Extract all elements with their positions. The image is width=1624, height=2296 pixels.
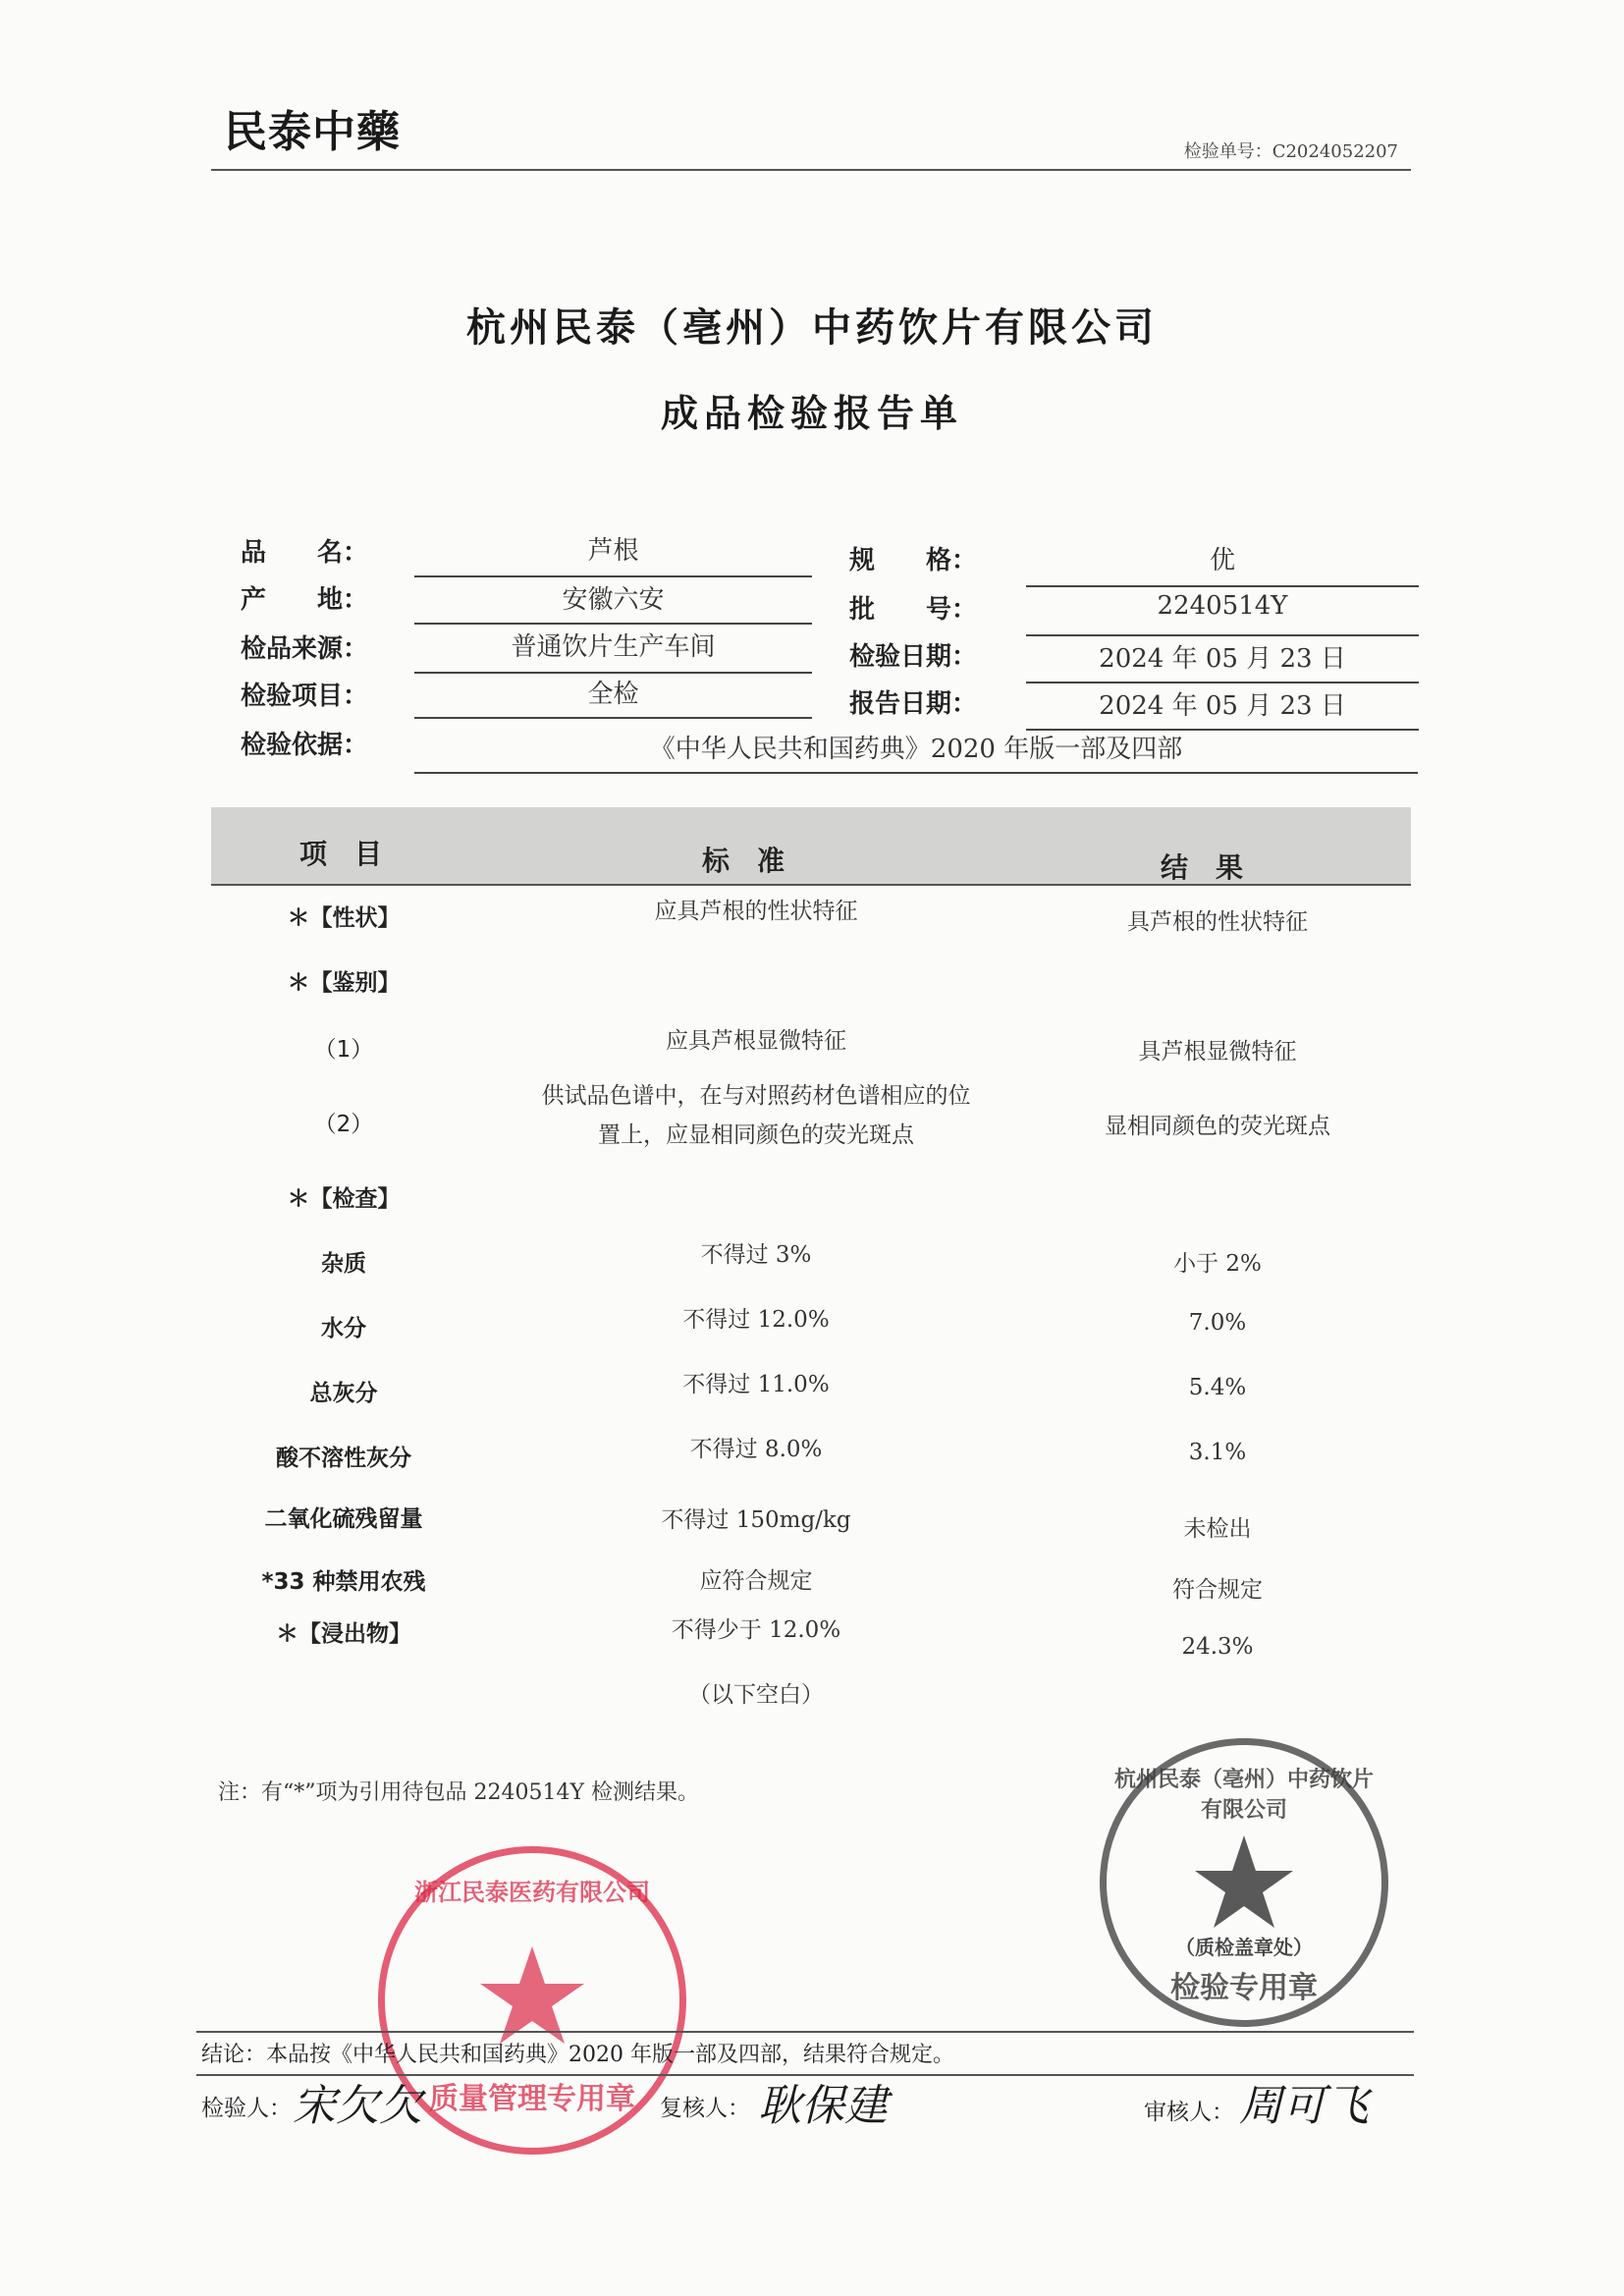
header-divider: [211, 169, 1411, 171]
conclusion-top-rule: [196, 2031, 1414, 2033]
batch-label: 批 号：: [849, 595, 978, 625]
row-standard: 应具芦根的性状特征: [654, 899, 858, 924]
row-standard: 不得过 11.0%: [682, 1372, 830, 1397]
reviewer-label: 复核人：: [660, 2096, 750, 2121]
report-number: 检验单号：C2024052207: [1183, 141, 1398, 162]
row-item: 水分: [321, 1316, 366, 1341]
source-label: 检品来源：: [241, 634, 369, 664]
inspector-label: 检验人：: [201, 2096, 292, 2121]
spec-value: 优: [1026, 540, 1419, 587]
footnote: 注：有“*”项为引用待包品 2240514Y 检测结果。: [218, 1780, 699, 1805]
row-item: ＊【检查】: [287, 1186, 401, 1212]
row-item: ＊【性状】: [287, 905, 401, 931]
blank-note: （以下空白）: [688, 1682, 824, 1708]
test-item-value: 全检: [414, 674, 812, 719]
row-result: 24.3%: [1181, 1634, 1254, 1660]
row-item: 二氧化硫残留量: [264, 1506, 423, 1532]
row-result: 显相同颜色的荧光斑点: [1105, 1114, 1330, 1139]
quality-seal-name: 浙江民泰医药有限公司: [414, 1879, 650, 1906]
inspector-signature: 宋欠欠: [293, 2081, 422, 2131]
row-result: 3.1%: [1188, 1440, 1247, 1465]
row-item: （1）: [313, 1037, 374, 1063]
source-value: 普通饮片生产车间: [414, 627, 812, 674]
row-item: ＊【鉴别】: [287, 970, 401, 996]
header-result: 结 果: [1161, 851, 1244, 884]
row-standard: 供试品色谱中，在与对照药材色谱相应的位置上，应显相同颜色的荧光斑点: [541, 1083, 971, 1148]
batch-value: 2240514Y: [1026, 591, 1419, 636]
report-date-label: 报告日期：: [849, 689, 978, 719]
auditor-label: 审核人：: [1144, 2100, 1234, 2125]
row-item: 酸不溶性灰分: [276, 1446, 411, 1471]
row-item: 总灰分: [309, 1381, 378, 1406]
basis-label: 检验依据：: [241, 731, 369, 760]
reviewer-signature: 耿保建: [758, 2081, 888, 2131]
conclusion: 结论：本品按《中华人民共和国药典》2020 年版一部及四部，结果符合规定。: [201, 2043, 954, 2067]
row-standard: 不得过 3%: [700, 1242, 812, 1268]
row-result: 未检出: [1183, 1516, 1252, 1542]
row-item: （2）: [313, 1112, 374, 1137]
test-item-label: 检验项目：: [241, 682, 369, 711]
spec-label: 规 格：: [849, 546, 978, 575]
company-logo: 民泰中藥: [224, 107, 401, 157]
basis-value: 《中华人民共和国药典》2020 年版一部及四部: [414, 729, 1418, 774]
origin-label: 产 地：: [241, 585, 369, 615]
row-result: 5.4%: [1188, 1375, 1247, 1400]
row-standard: 不得过 12.0%: [682, 1307, 830, 1333]
product-name-value: 芦根: [414, 530, 812, 577]
row-item: 杂质: [321, 1251, 366, 1277]
row-result: 符合规定: [1172, 1577, 1263, 1603]
row-result: 小于 2%: [1173, 1251, 1262, 1277]
origin-value: 安徽六安: [414, 579, 812, 625]
row-item: ＊【浸出物】: [276, 1621, 411, 1647]
row-result: 7.0%: [1188, 1310, 1247, 1336]
row-standard: 不得过 8.0%: [689, 1437, 823, 1462]
product-name-label: 品 名：: [241, 538, 369, 568]
quality-seal-title: 质量管理专用章: [429, 2082, 635, 2116]
inspection-seal: [1100, 1738, 1388, 2027]
header-item: 项 目: [299, 838, 383, 870]
row-standard: 应具芦根显微特征: [666, 1028, 846, 1054]
row-standard: 应符合规定: [699, 1568, 813, 1594]
inspection-seal-caption: （质检盖章处）: [1175, 1936, 1313, 1959]
company-title: 杭州民泰（亳州）中药饮片有限公司: [466, 305, 1158, 351]
report-date-value: 2024 年 05 月 23 日: [1026, 685, 1419, 731]
inspection-seal-title: 检验专用章: [1170, 1971, 1318, 2005]
row-standard: 不得少于 12.0%: [671, 1617, 841, 1643]
quality-seal: [378, 1846, 686, 2155]
row-item: *33 种禁用农残: [261, 1569, 426, 1595]
row-result: 具芦根的性状特征: [1127, 909, 1308, 935]
header-standard: 标 准: [702, 845, 785, 877]
document-title: 成品检验报告单: [660, 392, 963, 435]
auditor-signature: 周可飞: [1239, 2081, 1369, 2131]
inspection-seal-name: 杭州民泰（亳州）中药饮片有限公司: [1113, 1768, 1374, 1823]
row-result: 具芦根显微特征: [1138, 1039, 1297, 1065]
test-date-label: 检验日期：: [849, 642, 978, 672]
row-standard: 不得过 150mg/kg: [661, 1507, 851, 1533]
test-date-value: 2024 年 05 月 23 日: [1026, 638, 1419, 683]
